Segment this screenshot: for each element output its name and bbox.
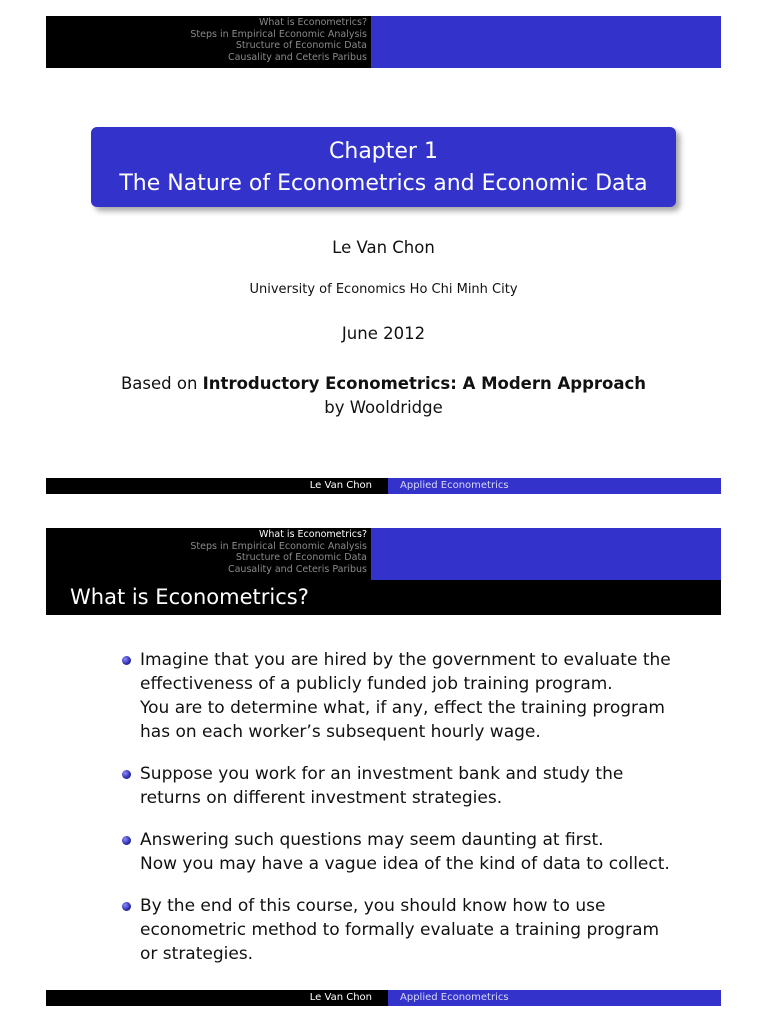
chapter-title: The Nature of Econometrics and Economic Data <box>119 171 648 196</box>
list-item: By the end of this course, you should know how to use econometric method to formally evaluate a training program or strategies. <box>122 894 682 966</box>
list-item: Imagine that you are hired by the government to evaluate the effectiveness of a publicly funded job training program. You are to determine what, if any, effect the training program has on each worker’s subsequent hourly wage. <box>122 648 682 744</box>
bullet-list <box>122 648 682 984</box>
footer-course: Applied Econometrics <box>388 990 721 1006</box>
date: June 2012 <box>341 324 426 343</box>
footer-course: Applied Econometrics <box>388 478 721 494</box>
institute: University of Economics Ho Chi Minh City <box>249 282 518 297</box>
section-nav <box>190 529 367 575</box>
footer-author: Le Van Chon <box>46 478 388 494</box>
header-accent-bar <box>371 528 721 580</box>
nav-item-what-is-econometrics[interactable]: What is Econometrics? <box>258 17 367 28</box>
nav-item-structure[interactable]: Structure of Economic Data <box>235 552 367 563</box>
content-slide <box>46 528 721 1008</box>
book-author: by Wooldridge <box>324 398 443 417</box>
slide-header <box>46 528 721 580</box>
bullet-icon <box>122 770 131 779</box>
frame-title: What is Econometrics? <box>46 580 721 615</box>
title-box <box>91 127 676 207</box>
header-accent-bar <box>371 16 721 68</box>
nav-item-causality[interactable]: Causality and Ceteris Paribus <box>227 563 367 575</box>
title-slide <box>46 16 721 496</box>
slide-header <box>46 16 721 68</box>
section-nav-panel <box>46 16 371 68</box>
nav-item-steps[interactable]: Steps in Empirical Economic Analysis <box>190 28 367 40</box>
bullet-icon <box>122 902 131 911</box>
book-title: Introductory Econometrics: A Modern Approach <box>202 374 647 393</box>
section-nav-panel <box>46 528 371 580</box>
slide-footer <box>46 478 721 494</box>
bullet-icon <box>122 836 131 845</box>
author-name: Le Van Chon <box>332 238 435 257</box>
nav-item-steps[interactable]: Steps in Empirical Economic Analysis <box>190 540 367 552</box>
based-prefix: Based on <box>120 374 203 393</box>
nav-item-structure[interactable]: Structure of Economic Data <box>235 40 367 51</box>
list-item: Suppose you work for an investment bank and study the returns on different investment strategies. <box>122 762 682 810</box>
nav-item-causality[interactable]: Causality and Ceteris Paribus <box>227 51 367 63</box>
footer-author: Le Van Chon <box>46 990 388 1006</box>
slide-footer <box>46 990 721 1006</box>
chapter-label: Chapter 1 <box>329 139 438 164</box>
bullet-icon <box>122 656 131 665</box>
based-on-text <box>46 372 721 420</box>
nav-item-what-is-econometrics[interactable]: What is Econometrics? <box>258 529 367 540</box>
list-item: Answering such questions may seem daunting at first. Now you may have a vague idea of the kind of data to collect. <box>122 828 682 876</box>
section-nav <box>190 17 367 63</box>
